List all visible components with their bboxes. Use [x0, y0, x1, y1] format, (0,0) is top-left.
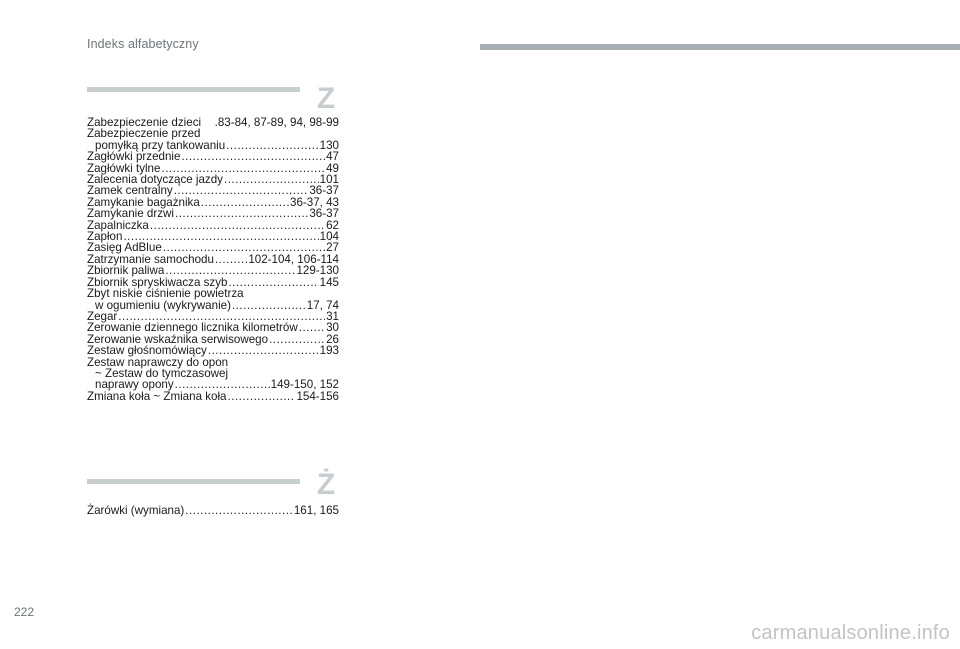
- index-entry-pages: 47: [326, 150, 339, 164]
- index-entry-pages: 49: [326, 161, 339, 175]
- index-entry-pages: 145: [319, 275, 339, 289]
- index-entry-term: Zagłówki przednie: [87, 150, 181, 164]
- index-entry: [87, 220, 339, 231]
- index-entry-pages: 130: [319, 138, 339, 152]
- section-z-rule: [87, 87, 300, 92]
- index-entry-pages: 27: [326, 241, 339, 255]
- index-entry-pages: .83-84, 87-89, 94, 98-99: [214, 116, 339, 129]
- index-entry-leader: [185, 505, 293, 516]
- index-entry: [87, 300, 339, 311]
- section-z-letter: Z: [316, 82, 336, 115]
- index-entry-term: Zagłówki tylne: [87, 161, 161, 175]
- header-bar: [480, 44, 960, 50]
- index-entry-pages: 149-150, 152: [270, 378, 339, 392]
- index-entry: [87, 322, 339, 333]
- index-entry-pages: 36-37, 43: [290, 195, 339, 209]
- index-entry-term: pomyłką przy tankowaniu: [95, 138, 226, 152]
- index-entry-pages: 31: [326, 309, 339, 323]
- index-entry-pages: 62: [326, 218, 339, 232]
- section-z-dot-rule: [87, 479, 300, 484]
- index-entry-leader: [269, 334, 325, 345]
- index-entry-leader: [215, 254, 247, 265]
- index-entry-pages: 36-37: [309, 184, 339, 198]
- index-entry-term: Zamykanie drzwi: [87, 207, 174, 221]
- index-entry-pages: 193: [319, 344, 339, 358]
- index-entry-term: Zalecenia dotyczące jazdy: [87, 173, 223, 187]
- index-entry-term: Zerowanie wskaźnika serwisowego: [87, 332, 269, 346]
- index-entry-term: Zabezpieczenie dzieci: [87, 116, 202, 129]
- index-entry-term: naprawy opony: [95, 378, 174, 392]
- index-entry-term: Zegar: [87, 309, 118, 323]
- index-entry-term: Zapłon: [87, 230, 123, 244]
- index-entry-leader: [181, 151, 325, 162]
- index-entry-pages: 161, 165: [293, 504, 339, 517]
- index-entry-term: Zbiornik spryskiwacza szyb: [87, 275, 228, 289]
- index-entry-term: Zbiornik paliwa: [87, 264, 165, 278]
- index-entry-pages: 101: [319, 173, 339, 187]
- index-entry-term: Zatrzymanie samochodu: [87, 252, 214, 266]
- index-entry-leader: [201, 197, 289, 208]
- header-title: Indeks alfabetyczny: [87, 37, 199, 51]
- index-entry-heading: Zabezpieczenie przed: [87, 127, 201, 141]
- index-entry: [87, 208, 339, 219]
- section-z-entries: [87, 117, 339, 402]
- index-entry-leader: [299, 322, 325, 333]
- index-entry: [87, 391, 339, 402]
- index-entry-term: Zamykanie bagażnika: [87, 195, 200, 209]
- index-entry-leader: [226, 140, 318, 151]
- index-entry: [87, 265, 339, 276]
- index-entry-pages: 154-156: [296, 389, 339, 403]
- index-entry-pages: 26: [326, 332, 339, 346]
- index-entry-term: Zasięg AdBlue: [87, 241, 162, 255]
- index-entry-term: Zestaw głośnomówiący: [87, 344, 207, 358]
- index-entry-leader: [165, 265, 295, 276]
- index-entry-pages: 129-130: [296, 264, 339, 278]
- index-entry-term: Żarówki (wymiana): [87, 504, 185, 517]
- index-entry-leader: [224, 174, 319, 185]
- index-entry-leader: [150, 220, 325, 231]
- index-entry-term: Zapalniczka: [87, 218, 149, 232]
- index-entry-term: w ogumieniu (wykrywanie): [95, 298, 231, 312]
- index-entry: [87, 151, 339, 162]
- index-entry-pages: 17, 74: [306, 298, 339, 312]
- index-entry-heading: Zbyt niskie ciśnienie powietrza: [87, 287, 244, 301]
- section-z-dot-letter: Ż: [316, 468, 336, 501]
- page-number: 222: [14, 605, 35, 619]
- index-entry: [87, 345, 339, 356]
- index-entry-pages: 30: [326, 321, 339, 335]
- index-entry-heading: ~ Zestaw do tymczasowej: [95, 366, 229, 380]
- index-entry-term: Zamek centralny: [87, 184, 173, 198]
- index-entry-leader: [175, 208, 308, 219]
- section-z-dot-entries: [87, 505, 339, 516]
- index-entry-heading: Zestaw naprawczy do opon: [87, 355, 229, 369]
- index-entry-pages: 36-37: [309, 207, 339, 221]
- index-entry-pages: 104: [319, 230, 339, 244]
- index-entry-term: Zmiana koła ~ Zmiana koła: [87, 389, 227, 403]
- watermark: carmanualsonline.info: [751, 622, 950, 644]
- index-entry-pages: 102-104, 106-114: [248, 252, 339, 266]
- index-entry: [87, 505, 339, 516]
- index-entry-leader: [232, 300, 306, 311]
- index-entry-term: Zerowanie dziennego licznika kilometrów: [87, 321, 298, 335]
- index-entry-leader: [228, 391, 296, 402]
- index-entry-leader: [208, 345, 319, 356]
